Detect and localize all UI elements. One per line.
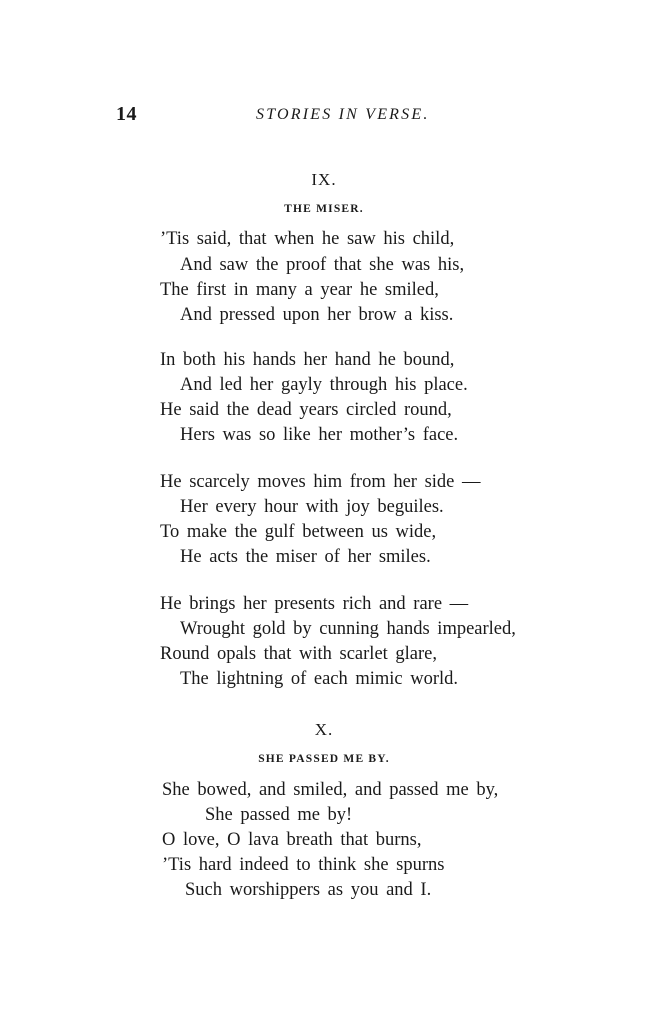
poem-ix-title: THE MISER. — [284, 203, 364, 215]
poem-x-line-1: She bowed, and smiled, and passed me by, — [162, 780, 499, 800]
poem-x-line-4: ’Tis hard indeed to think she spurns — [162, 855, 445, 875]
poem-ix-numeral: IX. — [311, 170, 337, 189]
poem-x-title: SHE PASSED ME BY. — [258, 753, 390, 765]
poem-ix-line-4: And pressed upon her brow a kiss. — [180, 305, 454, 325]
poem-ix-line-12: He acts the miser of her smiles. — [180, 547, 431, 567]
poem-ix-line-16: The lightning of each mimic world. — [180, 669, 459, 689]
poem-ix-line-7: He said the dead years circled round, — [160, 400, 452, 420]
poem-ix-line-9: He scarcely moves him from her side — — [160, 472, 481, 492]
poem-x-numeral: X. — [314, 720, 334, 739]
page-number: 14 — [116, 103, 137, 125]
poem-ix-line-10: Her every hour with joy beguiles. — [180, 497, 444, 517]
poem-ix-line-14: Wrought gold by cunning hands impearled, — [180, 619, 516, 639]
poem-ix-line-6: And led her gayly through his place. — [180, 375, 468, 395]
poem-ix-line-3: The first in many a year he smiled, — [160, 280, 439, 300]
poem-ix-line-1: ’Tis said, that when he saw his child, — [160, 229, 455, 249]
poem-ix-line-13: He brings her presents rich and rare — — [160, 594, 469, 614]
poem-x-line-2: She passed me by! — [205, 805, 353, 825]
poem-x-line-5: Such worshippers as you and I. — [185, 880, 432, 900]
running-title: STORIES IN VERSE. — [256, 106, 430, 123]
poem-ix-line-2: And saw the proof that she was his, — [180, 255, 465, 275]
poem-ix-line-8: Hers was so like her mother’s face. — [180, 425, 459, 445]
poem-ix-line-15: Round opals that with scarlet glare, — [160, 644, 438, 664]
poem-ix-line-5: In both his hands her hand he bound, — [160, 350, 455, 370]
poem-ix-line-11: To make the gulf between us wide, — [160, 522, 437, 542]
poem-x-line-3: O love, O lava breath that burns, — [162, 830, 422, 850]
